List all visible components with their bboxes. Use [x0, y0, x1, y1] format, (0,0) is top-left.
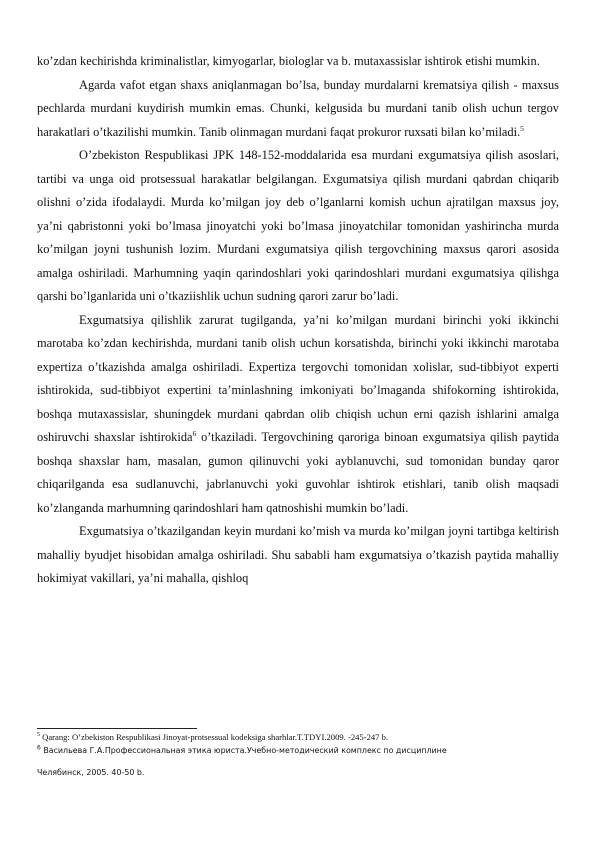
paragraph-2: Agarda vafot etgan shaxs aniqlanmagan bo’lsa, bunday murdalarni krematsiya qilish - maxsus pechlarda murdani kuydirish mumkin emas. Chunki, kelgusida bu murdani tanib olish uchun tergov harakatlari o’tkazilishi mumkin. Tanib olinmagan murdani faqat prokuror ruxsati bilan ko’miladi.$^5$	[37, 77, 559, 139]
footnote-5: $^5$ Qarang: O’zbekiston Respublikasi Jinoyat-protsessual kodeksiga sharhlar.T.TDYI.2009. -245-247 b.	[37, 732, 389, 742]
paragraph-3: O’zbekiston Respublikasi JPK 148-152-moddalarida esa murdani exgumatsiya qilish asoslari, tartibi va unga oid protsessual harakatlar belgilangan. Exgumatsiya qilish murdani qabrdan chiqarib olishni o’zida ifodalaydi. Murda ko’milgan joy deb o’lganlarni komish uchun ajratilgan maxsus joy, ya’ni qabristonni yoki bo’lmasa jinoyatchi yoki bo’lmasa jinoyatchilar tomonidan yashirincha murda ko’milgan joyni tushunish lozim. Murdani exgumatsiya qilish tergovchining maxsus qarori asosida amalga oshiriladi. Marhumning yaqin qarindoshlari yoki qarindoshlari murdani exgumatsiya qilishga qarshi bo’lganlarida uni o’tkaziishlik uchun sudning qarori zarur bo’ladi.	[37, 148, 559, 303]
footnote-6: $^6$ Васильева Г.А.Профессиональная этика юриста.Учебно-методический комплекс по дисциплине	[37, 744, 447, 755]
footnotes	[37, 731, 559, 779]
footnote-separator	[37, 728, 197, 729]
paragraph-4: Exgumatsiya qilishlik zarurat tugilganda, ya’ni ko’milgan murdani birinchi yoki ikkinchi marotaba ko’zdan kechirishda, murdani tanib olish uchun korsatishda, birinchi yoki ikkinchi marotaba expertiza o’tkazishda amalga oshiriladi. Expertiza tergovchi tomonidan xolislar, sud-tibbiyot experti ishtirokida, sud-tibbiyot expertini ta’minlashning imkoniyati bo’lmaganda shifokorning ishtirokida, boshqa mutaxassislar, shuningdek murdani qabrdan olib chiqish uchun erni qazish ishlarini amalga oshiruvchi shaxslar ishtirokida$^6$ o’tkaziladi. Tergovchining qaroriga binoan exgumatsiya qilish paytida boshqa shaxslar ham, masalan, gumon qilinuvchi yoki ayblanuvchi, sud tomonidan bunday qaror chiqarilganda esa sudlanuvchi, jabrlanuvchi yoki guvohlar ishtirok etishlari, tanib olish maqsadi ko’zlanganda marhumning qarindoshlari ham qatnoshishi mumkin bo’ladi.	[37, 312, 559, 515]
body-text	[37, 50, 559, 591]
footnote-ref-5[interactable]: 5	[520, 123, 524, 133]
footnote-ref-6[interactable]: 6	[192, 428, 197, 438]
paragraph-1: ko’zdan kechirishda kriminalistlar, kimyogarlar, biologlar va b. mutaxassislar ishtirok etishi mumkin.	[37, 54, 540, 68]
footnote-6-continuation: Челябинск, 2005. 40-50 b.	[37, 768, 145, 777]
paragraph-5: Exgumatsiya o’tkazilgandan keyin murdani ko’mish va murda ko’milgan joyni tartibga keltirish mahalliy byudjet hisobidan amalga oshiriladi. Shu sababli ham exgumatsiya o’tkazish paytida mahalliy hokimiyat vakillari, ya’ni mahalla, qishloq	[37, 524, 559, 585]
